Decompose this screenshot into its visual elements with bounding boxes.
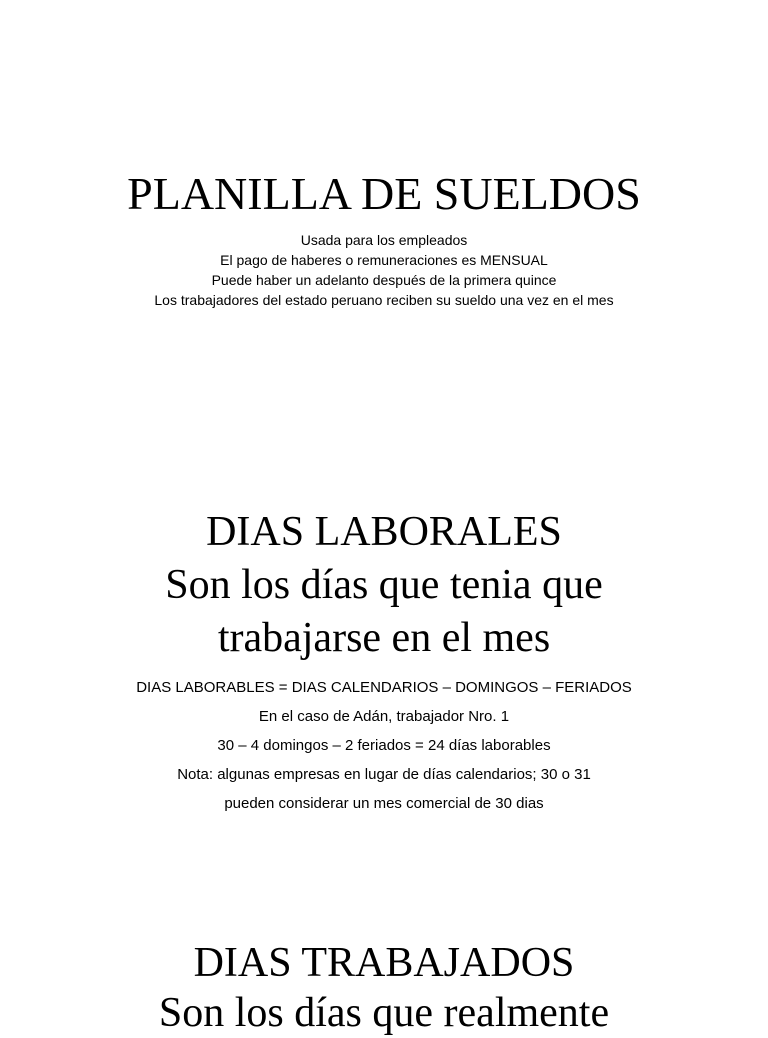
slide-dias-laborales: [0, 506, 768, 818]
body-line: Los trabajadores del estado peruano reciben su sueldo una vez en el mes: [154, 292, 614, 308]
slide-body: [0, 673, 768, 818]
calculation-line: 30 – 4 domingos – 2 feriados = 24 días laborables: [217, 737, 551, 754]
slide-title-line: Son los días que tenia que: [165, 562, 603, 608]
body-line: El pago de haberes o remuneraciones es MENSUAL: [220, 252, 548, 268]
note-line: Nota: algunas empresas en lugar de días calendarios; 30 o 31: [177, 766, 591, 783]
slide-planilla-de-sueldos: [0, 168, 768, 310]
slide-body: [0, 230, 768, 310]
body-line: Usada para los empleados: [300, 232, 468, 248]
slide-title: DIAS LABORALES: [206, 509, 562, 555]
slide-title: DIAS TRABAJADOS: [193, 940, 575, 986]
body-line: Puede haber un adelanto después de la primera quince: [211, 272, 557, 288]
formula-line: DIAS LABORABLES = DIAS CALENDARIOS – DOMINGOS – FERIADOS: [136, 679, 632, 696]
note-line: pueden considerar un mes comercial de 30 dias: [224, 795, 544, 812]
slide-title-line: trabajarse en el mes: [217, 615, 551, 661]
slide-dias-trabajados: [0, 938, 768, 1038]
slide-title-line: Son los días que realmente: [158, 990, 610, 1036]
body-line: En el caso de Adán, trabajador Nro. 1: [258, 708, 510, 725]
slide-title: PLANILLA DE SUELDOS: [127, 168, 641, 219]
